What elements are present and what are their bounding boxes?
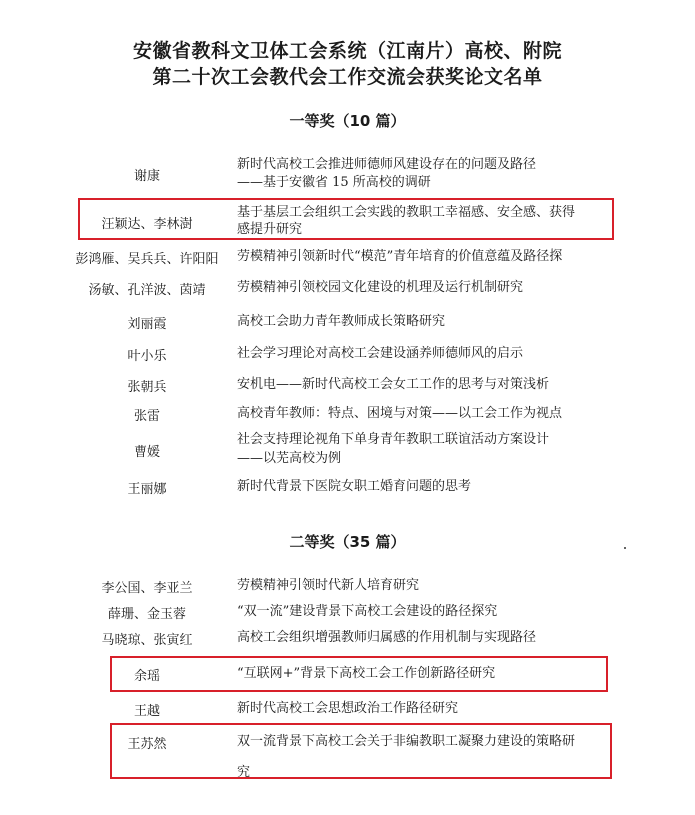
document-title-line-2: 第二十次工会教代会工作交流会获奖论文名单 [152, 66, 543, 88]
paper-title-line: “互联网+”背景下高校工会工作创新路径研究 [237, 666, 496, 681]
paper-title-line: 新时代背景下医院女职工婚育问题的思考 [237, 479, 472, 494]
author-names: 张朝兵 [127, 380, 167, 395]
author-names: 谢康 [133, 169, 160, 184]
author-names: 叶小乐 [127, 349, 167, 364]
author-names: 刘丽霞 [127, 317, 167, 332]
paper-title-line: 高校青年教师：特点、困境与对策——以工会工作为视点 [237, 406, 563, 421]
author-names: 曹媛 [133, 445, 160, 460]
paper-title-line: 新时代高校工会思想政治工作路径研究 [237, 701, 459, 716]
paper-title-line: 基于基层工会组织工会实践的教职工幸福感、安全感、获得 [237, 205, 576, 220]
author-names: 张雷 [133, 409, 160, 424]
paper-title-line: 劳模精神引领时代新人培育研究 [237, 578, 420, 593]
second-prize-heading: 二等奖（35 篇） [289, 533, 406, 551]
paper-title-line: “双一流”建设背景下高校工会建设的路径探究 [237, 604, 498, 619]
paper-title-line: 新时代高校工会推进师德师风建设存在的问题及路径 [237, 157, 537, 172]
red-highlight-box [78, 198, 614, 240]
first-prize-heading: 一等奖（10 篇） [289, 112, 406, 130]
paper-title-line: 双一流背景下高校工会关于非编教职工凝聚力建设的策略研 [237, 734, 576, 749]
paper-title-line: 劳模精神引领新时代“模范”青年培育的价值意蕴及路径探 [237, 249, 563, 264]
author-names: 余瑶 [133, 669, 160, 684]
paper-title-line: 究 [237, 765, 251, 780]
author-names: 王越 [133, 704, 160, 719]
author-names: 李公国、李亚兰 [101, 581, 193, 596]
author-names: 汤敏、孔洋波、茵靖 [88, 283, 206, 298]
red-highlight-box [110, 656, 608, 692]
paper-title-line: 高校工会助力青年教师成长策略研究 [237, 314, 446, 329]
speck [624, 547, 626, 549]
paper-title-line: 劳模精神引领校园文化建设的机理及运行机制研究 [237, 280, 524, 295]
paper-title-line: 安机电——新时代高校工会女工工作的思考与对策浅析 [237, 377, 550, 392]
paper-title-line: 社会支持理论视角下单身青年教职工联谊活动方案设计 [237, 432, 550, 447]
author-names: 薛珊、金玉蓉 [107, 607, 186, 622]
author-names: 王丽娜 [127, 482, 167, 497]
paper-title-line: ——以芜高校为例 [237, 451, 342, 466]
paper-title-line: 社会学习理论对高校工会建设涵养师德师风的启示 [237, 346, 524, 361]
author-names: 彭鸿雁、吴兵兵、许阳阳 [75, 252, 219, 267]
paper-title-line: ——基于安徽省 15 所高校的调研 [237, 175, 431, 190]
author-names: 马晓琼、张寅红 [101, 633, 193, 648]
author-names: 汪颖达、李林澍 [101, 217, 193, 232]
paper-title-line: 感提升研究 [237, 222, 303, 237]
author-names: 王苏然 [127, 737, 167, 752]
paper-title-line: 高校工会组织增强教师归属感的作用机制与实现路径 [237, 630, 537, 645]
red-highlight-box [110, 723, 612, 779]
document-title-line-1: 安徽省教科文卫体工会系统（江南片）高校、附院 [132, 40, 562, 62]
